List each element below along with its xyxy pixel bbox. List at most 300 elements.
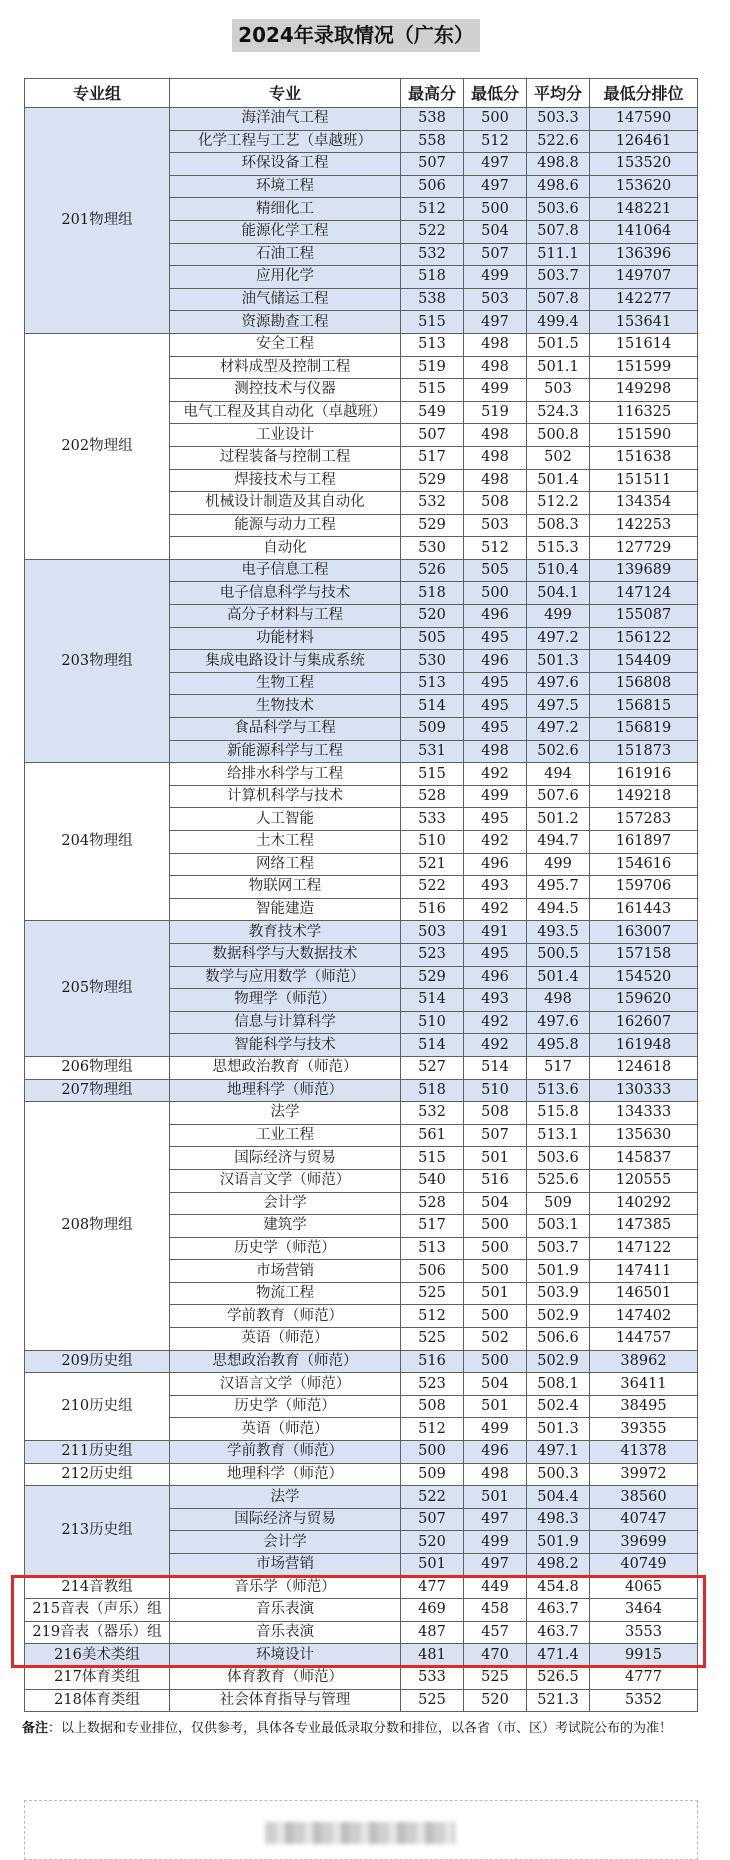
rank-cell: 9915 bbox=[590, 1644, 698, 1667]
max-cell: 531 bbox=[401, 740, 464, 763]
rank-cell: 146501 bbox=[590, 1282, 698, 1305]
avg-cell: 501.1 bbox=[527, 356, 590, 379]
min-cell: 500 bbox=[464, 1260, 527, 1283]
max-cell: 507 bbox=[401, 153, 464, 176]
group-cell: 202物理组 bbox=[25, 333, 170, 559]
avg-cell: 495.7 bbox=[527, 876, 590, 899]
major-cell: 资源勘查工程 bbox=[170, 311, 401, 334]
max-cell: 516 bbox=[401, 1350, 464, 1373]
avg-cell: 504.1 bbox=[527, 582, 590, 605]
col-header-min: 最低分 bbox=[464, 79, 527, 108]
avg-cell: 497.5 bbox=[527, 695, 590, 718]
max-cell: 481 bbox=[401, 1644, 464, 1667]
major-cell: 国际经济与贸易 bbox=[170, 1147, 401, 1170]
major-cell: 会计学 bbox=[170, 1531, 401, 1554]
major-cell: 历史学（师范） bbox=[170, 1237, 401, 1260]
avg-cell: 503.7 bbox=[527, 1237, 590, 1260]
avg-cell: 513.1 bbox=[527, 1124, 590, 1147]
max-cell: 503 bbox=[401, 921, 464, 944]
page-title: 2024年录取情况（广东） bbox=[232, 19, 480, 52]
rank-cell: 149218 bbox=[590, 785, 698, 808]
avg-cell: 500.8 bbox=[527, 424, 590, 447]
group-cell: 210历史组 bbox=[25, 1373, 170, 1441]
major-cell: 新能源科学与工程 bbox=[170, 740, 401, 763]
group-cell: 205物理组 bbox=[25, 921, 170, 1057]
group-cell: 215音表（声乐）组 bbox=[25, 1599, 170, 1622]
max-cell: 505 bbox=[401, 627, 464, 650]
max-cell: 527 bbox=[401, 1056, 464, 1079]
blurred-content bbox=[265, 1822, 455, 1844]
footnote-label: 备注 bbox=[22, 1721, 49, 1736]
avg-cell: 507.8 bbox=[527, 288, 590, 311]
major-cell: 能源与动力工程 bbox=[170, 514, 401, 537]
min-cell: 495 bbox=[464, 808, 527, 831]
min-cell: 492 bbox=[464, 1034, 527, 1057]
max-cell: 530 bbox=[401, 537, 464, 560]
table-row bbox=[25, 1441, 698, 1464]
major-cell: 地理科学（师范） bbox=[170, 1079, 401, 1102]
min-cell: 498 bbox=[464, 333, 527, 356]
major-cell: 应用化学 bbox=[170, 266, 401, 289]
max-cell: 522 bbox=[401, 220, 464, 243]
rank-cell: 40749 bbox=[590, 1554, 698, 1577]
major-cell: 食品科学与工程 bbox=[170, 718, 401, 741]
avg-cell: 499.4 bbox=[527, 311, 590, 334]
rank-cell: 151599 bbox=[590, 356, 698, 379]
major-cell: 体育教育（师范） bbox=[170, 1666, 401, 1689]
rank-cell: 3553 bbox=[590, 1621, 698, 1644]
min-cell: 497 bbox=[464, 1554, 527, 1577]
rank-cell: 39699 bbox=[590, 1531, 698, 1554]
avg-cell: 463.7 bbox=[527, 1621, 590, 1644]
major-cell: 音乐表演 bbox=[170, 1621, 401, 1644]
table-header-row bbox=[25, 79, 698, 108]
avg-cell: 504.4 bbox=[527, 1486, 590, 1509]
rank-cell: 147124 bbox=[590, 582, 698, 605]
max-cell: 525 bbox=[401, 1689, 464, 1712]
group-cell: 208物理组 bbox=[25, 1102, 170, 1351]
avg-cell: 471.4 bbox=[527, 1644, 590, 1667]
group-cell: 213历史组 bbox=[25, 1486, 170, 1576]
min-cell: 497 bbox=[464, 175, 527, 198]
avg-cell: 515.3 bbox=[527, 537, 590, 560]
avg-cell: 502.4 bbox=[527, 1395, 590, 1418]
table-row bbox=[25, 763, 698, 786]
min-cell: 495 bbox=[464, 627, 527, 650]
rank-cell: 161948 bbox=[590, 1034, 698, 1057]
min-cell: 498 bbox=[464, 356, 527, 379]
major-cell: 精细化工 bbox=[170, 198, 401, 221]
min-cell: 501 bbox=[464, 1486, 527, 1509]
table-row bbox=[25, 333, 698, 356]
rank-cell: 36411 bbox=[590, 1373, 698, 1396]
avg-cell: 501.5 bbox=[527, 333, 590, 356]
table-row bbox=[25, 1463, 698, 1486]
rank-cell: 148221 bbox=[590, 198, 698, 221]
max-cell: 523 bbox=[401, 943, 464, 966]
min-cell: 498 bbox=[464, 740, 527, 763]
max-cell: 500 bbox=[401, 1441, 464, 1464]
avg-cell: 494 bbox=[527, 763, 590, 786]
rank-cell: 116325 bbox=[590, 401, 698, 424]
major-cell: 海洋油气工程 bbox=[170, 108, 401, 131]
rank-cell: 153641 bbox=[590, 311, 698, 334]
major-cell: 音乐表演 bbox=[170, 1599, 401, 1622]
avg-cell: 497.6 bbox=[527, 672, 590, 695]
max-cell: 516 bbox=[401, 898, 464, 921]
avg-cell: 498.3 bbox=[527, 1508, 590, 1531]
avg-cell: 507.8 bbox=[527, 220, 590, 243]
avg-cell: 497.2 bbox=[527, 627, 590, 650]
max-cell: 529 bbox=[401, 469, 464, 492]
min-cell: 491 bbox=[464, 921, 527, 944]
max-cell: 514 bbox=[401, 1034, 464, 1057]
min-cell: 499 bbox=[464, 266, 527, 289]
rank-cell: 145837 bbox=[590, 1147, 698, 1170]
min-cell: 508 bbox=[464, 1102, 527, 1125]
min-cell: 514 bbox=[464, 1056, 527, 1079]
max-cell: 538 bbox=[401, 108, 464, 131]
min-cell: 500 bbox=[464, 582, 527, 605]
min-cell: 493 bbox=[464, 989, 527, 1012]
major-cell: 智能科学与技术 bbox=[170, 1034, 401, 1057]
table-row bbox=[25, 559, 698, 582]
max-cell: 533 bbox=[401, 808, 464, 831]
rank-cell: 120555 bbox=[590, 1169, 698, 1192]
major-cell: 油气储运工程 bbox=[170, 288, 401, 311]
avg-cell: 511.1 bbox=[527, 243, 590, 266]
rank-cell: 154520 bbox=[590, 966, 698, 989]
avg-cell: 502.9 bbox=[527, 1305, 590, 1328]
table-row bbox=[25, 1079, 698, 1102]
rank-cell: 39355 bbox=[590, 1418, 698, 1441]
rank-cell: 5352 bbox=[590, 1689, 698, 1712]
min-cell: 508 bbox=[464, 492, 527, 515]
group-cell: 212历史组 bbox=[25, 1463, 170, 1486]
major-cell: 市场营销 bbox=[170, 1554, 401, 1577]
group-cell: 214音教组 bbox=[25, 1576, 170, 1599]
major-cell: 国际经济与贸易 bbox=[170, 1508, 401, 1531]
table-row bbox=[25, 921, 698, 944]
min-cell: 499 bbox=[464, 1418, 527, 1441]
rank-cell: 147402 bbox=[590, 1305, 698, 1328]
avg-cell: 454.8 bbox=[527, 1576, 590, 1599]
max-cell: 509 bbox=[401, 718, 464, 741]
min-cell: 498 bbox=[464, 469, 527, 492]
major-cell: 自动化 bbox=[170, 537, 401, 560]
rank-cell: 154616 bbox=[590, 853, 698, 876]
admission-table bbox=[24, 78, 698, 1712]
major-cell: 电子信息科学与技术 bbox=[170, 582, 401, 605]
max-cell: 515 bbox=[401, 311, 464, 334]
rank-cell: 4065 bbox=[590, 1576, 698, 1599]
max-cell: 558 bbox=[401, 130, 464, 153]
major-cell: 测控技术与仪器 bbox=[170, 379, 401, 402]
avg-cell: 503.1 bbox=[527, 1215, 590, 1238]
max-cell: 512 bbox=[401, 1418, 464, 1441]
table-row bbox=[25, 1666, 698, 1689]
major-cell: 社会体育指导与管理 bbox=[170, 1689, 401, 1712]
avg-cell: 502.6 bbox=[527, 740, 590, 763]
min-cell: 498 bbox=[464, 1463, 527, 1486]
min-cell: 497 bbox=[464, 153, 527, 176]
min-cell: 520 bbox=[464, 1689, 527, 1712]
max-cell: 526 bbox=[401, 559, 464, 582]
major-cell: 物流工程 bbox=[170, 1282, 401, 1305]
major-cell: 信息与计算科学 bbox=[170, 1011, 401, 1034]
major-cell: 英语（师范） bbox=[170, 1328, 401, 1351]
min-cell: 504 bbox=[464, 220, 527, 243]
max-cell: 487 bbox=[401, 1621, 464, 1644]
major-cell: 英语（师范） bbox=[170, 1418, 401, 1441]
avg-cell: 521.3 bbox=[527, 1689, 590, 1712]
avg-cell: 503 bbox=[527, 379, 590, 402]
rank-cell: 161897 bbox=[590, 831, 698, 854]
major-cell: 安全工程 bbox=[170, 333, 401, 356]
min-cell: 499 bbox=[464, 785, 527, 808]
min-cell: 449 bbox=[464, 1576, 527, 1599]
max-cell: 532 bbox=[401, 243, 464, 266]
max-cell: 518 bbox=[401, 582, 464, 605]
avg-cell: 501.4 bbox=[527, 469, 590, 492]
rank-cell: 159620 bbox=[590, 989, 698, 1012]
max-cell: 513 bbox=[401, 672, 464, 695]
avg-cell: 525.6 bbox=[527, 1169, 590, 1192]
min-cell: 501 bbox=[464, 1282, 527, 1305]
group-cell: 209历史组 bbox=[25, 1350, 170, 1373]
min-cell: 496 bbox=[464, 853, 527, 876]
title-wrap bbox=[0, 19, 730, 52]
rank-cell: 147122 bbox=[590, 1237, 698, 1260]
max-cell: 515 bbox=[401, 379, 464, 402]
major-cell: 环境工程 bbox=[170, 175, 401, 198]
rank-cell: 151590 bbox=[590, 424, 698, 447]
rank-cell: 157283 bbox=[590, 808, 698, 831]
min-cell: 500 bbox=[464, 1350, 527, 1373]
col-header-rank: 最低分排位 bbox=[590, 79, 698, 108]
min-cell: 507 bbox=[464, 1124, 527, 1147]
max-cell: 507 bbox=[401, 1508, 464, 1531]
major-cell: 环保设备工程 bbox=[170, 153, 401, 176]
min-cell: 502 bbox=[464, 1328, 527, 1351]
max-cell: 533 bbox=[401, 1666, 464, 1689]
max-cell: 477 bbox=[401, 1576, 464, 1599]
avg-cell: 503.9 bbox=[527, 1282, 590, 1305]
max-cell: 528 bbox=[401, 785, 464, 808]
table-body bbox=[25, 108, 698, 1712]
group-cell: 207物理组 bbox=[25, 1079, 170, 1102]
group-cell: 218体育类组 bbox=[25, 1689, 170, 1712]
major-cell: 能源化学工程 bbox=[170, 220, 401, 243]
avg-cell: 494.7 bbox=[527, 831, 590, 854]
max-cell: 518 bbox=[401, 266, 464, 289]
rank-cell: 127729 bbox=[590, 537, 698, 560]
table-row bbox=[25, 1373, 698, 1396]
rank-cell: 157158 bbox=[590, 943, 698, 966]
rank-cell: 156122 bbox=[590, 627, 698, 650]
rank-cell: 161443 bbox=[590, 898, 698, 921]
col-header-max: 最高分 bbox=[401, 79, 464, 108]
max-cell: 512 bbox=[401, 198, 464, 221]
avg-cell: 503.6 bbox=[527, 1147, 590, 1170]
avg-cell: 501.3 bbox=[527, 1418, 590, 1441]
rank-cell: 139689 bbox=[590, 559, 698, 582]
major-cell: 过程装备与控制工程 bbox=[170, 446, 401, 469]
major-cell: 历史学（师范） bbox=[170, 1395, 401, 1418]
avg-cell: 499 bbox=[527, 605, 590, 628]
major-cell: 电子信息工程 bbox=[170, 559, 401, 582]
rank-cell: 149707 bbox=[590, 266, 698, 289]
max-cell: 515 bbox=[401, 763, 464, 786]
max-cell: 517 bbox=[401, 1215, 464, 1238]
min-cell: 496 bbox=[464, 650, 527, 673]
table-row bbox=[25, 108, 698, 131]
table-row bbox=[25, 1599, 698, 1622]
major-cell: 物理学（师范） bbox=[170, 989, 401, 1012]
rank-cell: 156819 bbox=[590, 718, 698, 741]
group-cell: 217体育类组 bbox=[25, 1666, 170, 1689]
min-cell: 495 bbox=[464, 672, 527, 695]
avg-cell: 510.4 bbox=[527, 559, 590, 582]
avg-cell: 498.6 bbox=[527, 175, 590, 198]
avg-cell: 526.5 bbox=[527, 1666, 590, 1689]
rank-cell: 140292 bbox=[590, 1192, 698, 1215]
major-cell: 网络工程 bbox=[170, 853, 401, 876]
col-header-avg: 平均分 bbox=[527, 79, 590, 108]
major-cell: 生物技术 bbox=[170, 695, 401, 718]
table-row bbox=[25, 1621, 698, 1644]
major-cell: 音乐学（师范） bbox=[170, 1576, 401, 1599]
rank-cell: 3464 bbox=[590, 1599, 698, 1622]
min-cell: 499 bbox=[464, 1531, 527, 1554]
rank-cell: 161916 bbox=[590, 763, 698, 786]
rank-cell: 163007 bbox=[590, 921, 698, 944]
avg-cell: 517 bbox=[527, 1056, 590, 1079]
major-cell: 会计学 bbox=[170, 1192, 401, 1215]
rank-cell: 124618 bbox=[590, 1056, 698, 1079]
major-cell: 教育技术学 bbox=[170, 921, 401, 944]
avg-cell: 499 bbox=[527, 853, 590, 876]
rank-cell: 156815 bbox=[590, 695, 698, 718]
max-cell: 538 bbox=[401, 288, 464, 311]
rank-cell: 134333 bbox=[590, 1102, 698, 1125]
rank-cell: 38560 bbox=[590, 1486, 698, 1509]
rank-cell: 136396 bbox=[590, 243, 698, 266]
min-cell: 504 bbox=[464, 1373, 527, 1396]
rank-cell: 149298 bbox=[590, 379, 698, 402]
table-row bbox=[25, 1350, 698, 1373]
rank-cell: 41378 bbox=[590, 1441, 698, 1464]
max-cell: 507 bbox=[401, 424, 464, 447]
min-cell: 505 bbox=[464, 559, 527, 582]
avg-cell: 508.3 bbox=[527, 514, 590, 537]
max-cell: 512 bbox=[401, 1305, 464, 1328]
avg-cell: 493.5 bbox=[527, 921, 590, 944]
major-cell: 市场营销 bbox=[170, 1260, 401, 1283]
max-cell: 506 bbox=[401, 175, 464, 198]
min-cell: 498 bbox=[464, 446, 527, 469]
max-cell: 540 bbox=[401, 1169, 464, 1192]
col-header-group: 专业组 bbox=[25, 79, 170, 108]
group-cell: 204物理组 bbox=[25, 763, 170, 921]
max-cell: 518 bbox=[401, 1079, 464, 1102]
avg-cell: 497.2 bbox=[527, 718, 590, 741]
table-row bbox=[25, 1576, 698, 1599]
major-cell: 汉语言文学（师范） bbox=[170, 1169, 401, 1192]
rank-cell: 151638 bbox=[590, 446, 698, 469]
table-row bbox=[25, 1689, 698, 1712]
max-cell: 525 bbox=[401, 1282, 464, 1305]
min-cell: 501 bbox=[464, 1147, 527, 1170]
max-cell: 520 bbox=[401, 1531, 464, 1554]
footnote-text: ：以上数据和专业排位，仅供参考，具体各专业最低录取分数和排位，以各省（市、区）考试院公布的为准！ bbox=[48, 1721, 673, 1736]
major-cell: 功能材料 bbox=[170, 627, 401, 650]
rank-cell: 159706 bbox=[590, 876, 698, 899]
group-cell: 201物理组 bbox=[25, 108, 170, 334]
major-cell: 人工智能 bbox=[170, 808, 401, 831]
avg-cell: 502 bbox=[527, 446, 590, 469]
rank-cell: 162607 bbox=[590, 1011, 698, 1034]
major-cell: 法学 bbox=[170, 1102, 401, 1125]
major-cell: 工业工程 bbox=[170, 1124, 401, 1147]
rank-cell: 151614 bbox=[590, 333, 698, 356]
rank-cell: 144757 bbox=[590, 1328, 698, 1351]
avg-cell: 495.8 bbox=[527, 1034, 590, 1057]
avg-cell: 509 bbox=[527, 1192, 590, 1215]
min-cell: 503 bbox=[464, 514, 527, 537]
avg-cell: 522.6 bbox=[527, 130, 590, 153]
max-cell: 525 bbox=[401, 1328, 464, 1351]
min-cell: 500 bbox=[464, 1305, 527, 1328]
avg-cell: 501.9 bbox=[527, 1260, 590, 1283]
max-cell: 561 bbox=[401, 1124, 464, 1147]
avg-cell: 501.3 bbox=[527, 650, 590, 673]
major-cell: 学前教育（师范） bbox=[170, 1441, 401, 1464]
avg-cell: 507.6 bbox=[527, 785, 590, 808]
rank-cell: 40747 bbox=[590, 1508, 698, 1531]
min-cell: 492 bbox=[464, 1011, 527, 1034]
rank-cell: 134354 bbox=[590, 492, 698, 515]
avg-cell: 512.2 bbox=[527, 492, 590, 515]
group-cell: 203物理组 bbox=[25, 559, 170, 762]
max-cell: 522 bbox=[401, 876, 464, 899]
major-cell: 数据科学与大数据技术 bbox=[170, 943, 401, 966]
min-cell: 495 bbox=[464, 718, 527, 741]
rank-cell: 147385 bbox=[590, 1215, 698, 1238]
max-cell: 519 bbox=[401, 356, 464, 379]
min-cell: 503 bbox=[464, 288, 527, 311]
major-cell: 建筑学 bbox=[170, 1215, 401, 1238]
table-row bbox=[25, 1056, 698, 1079]
rank-cell: 126461 bbox=[590, 130, 698, 153]
min-cell: 470 bbox=[464, 1644, 527, 1667]
major-cell: 生物工程 bbox=[170, 672, 401, 695]
min-cell: 496 bbox=[464, 966, 527, 989]
major-cell: 汉语言文学（师范） bbox=[170, 1373, 401, 1396]
rank-cell: 151511 bbox=[590, 469, 698, 492]
max-cell: 517 bbox=[401, 446, 464, 469]
max-cell: 510 bbox=[401, 831, 464, 854]
major-cell: 地理科学（师范） bbox=[170, 1463, 401, 1486]
min-cell: 457 bbox=[464, 1621, 527, 1644]
max-cell: 469 bbox=[401, 1599, 464, 1622]
min-cell: 492 bbox=[464, 898, 527, 921]
avg-cell: 503.3 bbox=[527, 108, 590, 131]
table-row bbox=[25, 1644, 698, 1667]
min-cell: 500 bbox=[464, 1215, 527, 1238]
major-cell: 环境设计 bbox=[170, 1644, 401, 1667]
group-cell: 206物理组 bbox=[25, 1056, 170, 1079]
